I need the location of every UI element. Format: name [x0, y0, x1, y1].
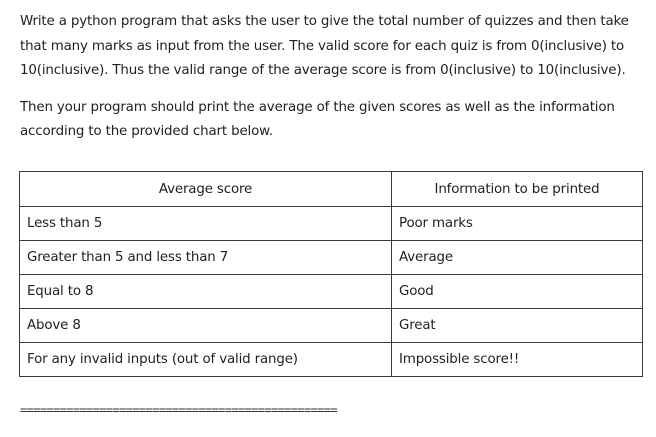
cell-score-range: Equal to 8 — [20, 275, 392, 309]
header-information: Information to be printed — [392, 172, 643, 207]
cell-score-range: Less than 5 — [20, 207, 392, 241]
cell-score-range: For any invalid inputs (out of valid range) — [20, 343, 392, 377]
cell-information: Poor marks — [392, 207, 643, 241]
problem-statement — [20, 10, 645, 145]
cell-information: Average — [392, 241, 643, 275]
header-average-score: Average score — [20, 172, 392, 207]
cell-information: Great — [392, 309, 643, 343]
table-row — [20, 207, 643, 241]
cell-score-range: Above 8 — [20, 309, 392, 343]
cell-information: Good — [392, 275, 643, 309]
table-row — [20, 309, 643, 343]
score-chart-table — [19, 171, 643, 377]
cell-information: Impossible score!! — [392, 343, 643, 377]
table-row — [20, 241, 643, 275]
table-header-row — [20, 172, 643, 207]
section-divider: ================================================ — [20, 403, 338, 417]
table-row — [20, 275, 643, 309]
intro-paragraph-1: Write a python program that asks the user to give the total number of quizzes and then take that many marks as input from the user. The valid score for each quiz is from 0(inclusive) to 10(inclusive). Thus the valid range of the average score is from 0(inclusive) to 10(inclusive). — [20, 14, 629, 78]
intro-paragraph-2: Then your program should print the average of the given scores as well as the information according to the provided chart below. — [20, 99, 615, 139]
table-row — [20, 343, 643, 377]
cell-score-range: Greater than 5 and less than 7 — [20, 241, 392, 275]
